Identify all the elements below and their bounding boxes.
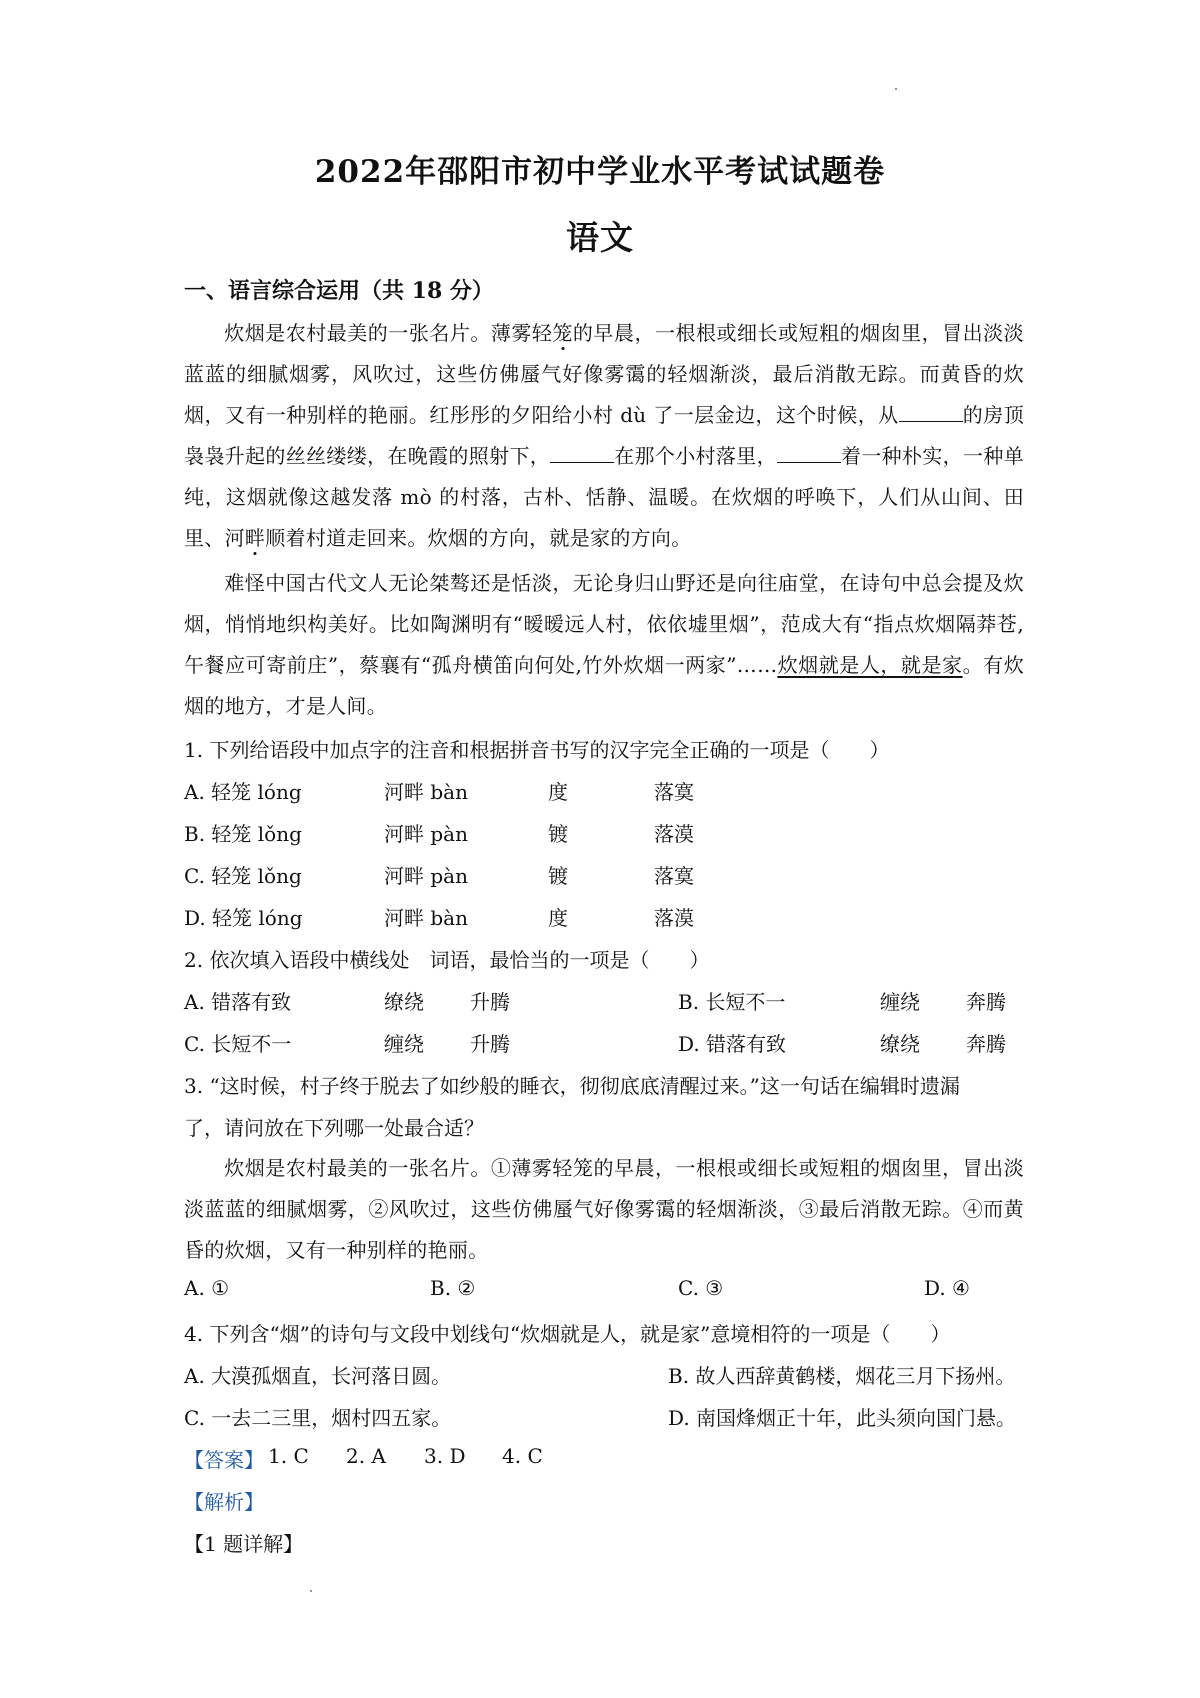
q2-options-row-1 [184,986,1044,1014]
option-cell: 奔腾 [966,990,1006,1014]
option-c: C. 一去二三里，烟村四五家。 [184,1406,452,1430]
passage-text: 。有炊烟的地方，才是人间。 [184,653,1024,718]
option-a: A. ① [184,1276,230,1300]
passage-text: 顺着村道走回来。炊烟的方向，就是家的方向。 [265,526,692,550]
q1-option-d [184,902,1044,930]
answer-value: 2. A [346,1444,386,1468]
question-3-passage [184,1148,1024,1271]
dotted-char: 畔 [244,526,266,550]
analysis-tag: 【解析】 [184,1490,264,1514]
scan-speck [895,88,897,90]
answer-value: 1. C [268,1444,309,1468]
option-cell: 缭绕 [880,1032,920,1056]
option-c: C. ③ [678,1276,724,1300]
question-1-stem: 1. 下列给语段中加点字的注音和根据拼音书写的汉字完全正确的一项是（ ） [184,738,890,762]
option-d: D. ④ [924,1276,970,1300]
option-cell: 奔腾 [966,1032,1006,1056]
option-a: A. 大漠孤烟直，长河落日圆。 [184,1364,452,1388]
option-label: C. 轻笼 lǒng [184,864,302,888]
option-d: D. 南国烽烟正十年，此头须向国门悬。 [668,1406,1017,1430]
option-cell: 缠绕 [384,1032,424,1056]
answer-line [184,1444,1044,1472]
question-3-stem: 3. “这时候，村子终于脱去了如纱般的睡衣，彻彻底底清醒过来。”这一句话在编辑时遗漏 [184,1074,960,1098]
option-cell: 河畔 bàn [384,780,468,804]
option-cell: 度 [548,906,568,930]
q2-options-row-2 [184,1028,1044,1056]
answer-value: 3. D [424,1444,466,1468]
option-cell: 升腾 [470,990,510,1014]
section-heading: 一、语言综合运用（共 18 分） [184,278,494,304]
option-cell: 落漠 [654,822,694,846]
option-cell: 河畔 pàn [384,822,468,846]
q4-options-row-1 [184,1360,1044,1388]
option-b: B. ② [430,1276,476,1300]
passage-paragraph-2 [184,563,1024,727]
option-cell: 镀 [548,822,568,846]
passage-text: 在那个小村落里， [614,444,777,468]
q1-option-a [184,776,1044,804]
detail-tag: 【1 题详解】 [184,1532,304,1556]
exam-subject: 语文 [566,218,634,257]
passage-paragraph-1 [184,313,1024,559]
scan-speck [310,1590,312,1592]
option-label: B. 长短不一 [678,990,786,1014]
option-label: C. 长短不一 [184,1032,292,1056]
option-label: B. 轻笼 lǒng [184,822,302,846]
option-cell: 落寞 [654,864,694,888]
passage-text: 难怪中国古代文人无论桀骜还是恬淡，无论身归山野还是向往庙堂，在诗句中总会提及炊烟，悄悄地织构美好。比如陶渊明有“暧暧远人村，依依墟里烟”，范成大有“指点炊烟隔莽苍,午餐应可寄前庄”，蔡襄有“孤舟横笛向何处,竹外炊烟一两家”…… [184,571,1024,677]
q3-options [184,1276,1044,1304]
passage-text: 的早晨，一根根或细长或短粗的烟囱里，冒出淡淡蓝蓝的细腻烟雾，风吹过，这些仿佛蜃气好像雾霭的轻烟渐淡，最后消散无踪。而黄昏的炊烟，又有一种别样的艳丽。红彤彤的夕阳给小村 dù 了一层金边，这个时候，从 [184,321,1024,427]
option-cell: 河畔 pàn [384,864,468,888]
option-label: A. 轻笼 lóng [184,780,302,804]
option-cell: 缠绕 [880,990,920,1014]
q1-option-b [184,818,1044,846]
question-2-stem: 2. 依次填入语段中横线处 词语，最恰当的一项是（ ） [184,948,710,972]
option-label: D. 轻笼 lóng [184,906,303,930]
passage-text: 的房顶袅袅升起的丝丝缕缕，在晚霞的照射下， [184,403,1024,468]
option-b: B. 故人西辞黄鹤楼，烟花三月下扬州。 [668,1364,1016,1388]
option-label: A. 错落有致 [184,990,292,1014]
answer-value: 4. C [502,1444,543,1468]
q4-options-row-2 [184,1402,1044,1430]
dotted-char: 笼 [552,321,573,345]
option-cell: 落寞 [654,780,694,804]
option-cell: 落漠 [654,906,694,930]
question-4-stem: 4. 下列含“烟”的诗句与文段中划线句“炊烟就是人，就是家”意境相符的一项是（ ） [184,1322,951,1346]
passage-text: 炊烟是农村最美的一张名片。薄雾轻 [224,321,553,345]
question-3-stem-cont: 了，请问放在下列哪一处最合适？ [184,1116,484,1140]
underlined-sentence: 炊烟就是人，就是家 [777,653,963,677]
fill-blank-3 [777,444,841,463]
option-cell: 镀 [548,864,568,888]
option-cell: 度 [548,780,568,804]
option-label: D. 错落有致 [678,1032,787,1056]
answer-tag: 【答案】 [184,1448,264,1472]
fill-blank-2 [550,444,614,463]
passage-text: 炊烟是农村最美的一张名片。①薄雾轻笼的早晨，一根根或细长或短粗的烟囱里，冒出淡淡蓝蓝的细腻烟雾，②风吹过，这些仿佛蜃气好像雾霭的轻烟渐淡，③最后消散无踪。④而黄昏的炊烟，又有一种别样的艳丽。 [184,1156,1024,1262]
option-cell: 缭绕 [384,990,424,1014]
fill-blank-1 [899,403,963,422]
option-cell: 升腾 [470,1032,510,1056]
exam-title: 2022年邵阳市初中学业水平考试试题卷 [314,154,886,190]
q1-option-c [184,860,1044,888]
option-cell: 河畔 bàn [384,906,468,930]
passage-text: 着一种朴实，一种单纯，这烟就像这越发落 mò 的村落，古朴、恬静、温暖。在炊烟的呼唤下，人们从山间、田里、河 [184,444,1025,550]
